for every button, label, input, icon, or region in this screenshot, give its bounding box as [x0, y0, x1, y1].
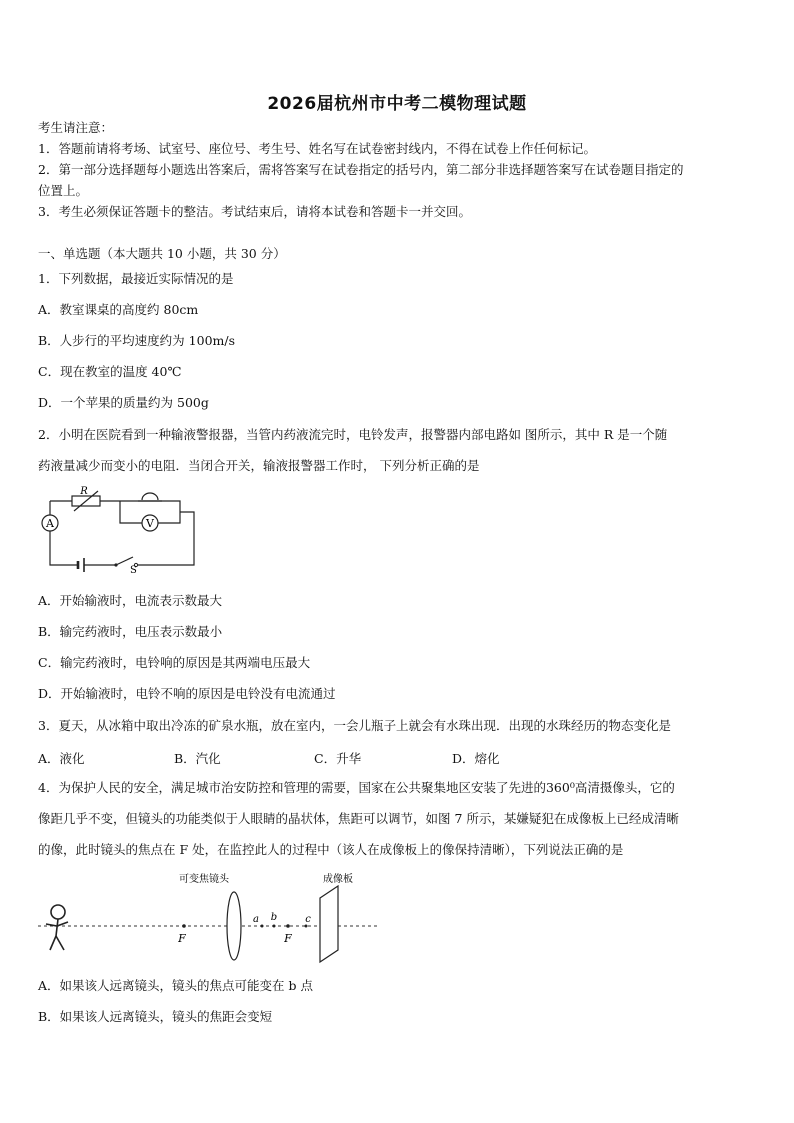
question-1-stem: 1．下列数据，最接近实际情况的是 [38, 271, 234, 286]
switch-label: S [130, 565, 137, 575]
q2-option-b: B．输完药液时，电压表示数最小 [38, 624, 223, 639]
imaging-plate-icon [320, 886, 338, 962]
q1-option-a: A．教室课桌的高度约 80cm [38, 302, 199, 317]
q3-option-a: A．液化 [38, 751, 85, 766]
ammeter-label: A [46, 517, 54, 530]
question-2-stem-2: 药液量减少而变小的电阻．当闭合开关，输液报警器工作时， 下列分析正确的是 [38, 458, 480, 473]
q4-option-b: B．如果该人远离镜头，镜头的焦距会变短 [38, 1009, 273, 1024]
q1-option-c: C．现在教室的温度 40℃ [38, 364, 182, 379]
circuit-diagram [38, 485, 198, 575]
resistor-label: R [80, 486, 88, 497]
q2-option-d: D．开始输液时，电铃不响的原因是电铃没有电流通过 [38, 686, 336, 701]
page-title: 2026届杭州市中考二模物理试题 [267, 94, 527, 114]
point-c-label: c [305, 914, 311, 925]
notice-item-3: 3．考生必须保证答题卡的整洁。考试结束后，请将本试卷和答题卡一并交回。 [38, 204, 471, 219]
voltmeter-label: V [146, 517, 154, 530]
focus-right-label: F [284, 932, 292, 945]
question-3-stem: 3．夏天，从冰箱中取出冷冻的矿泉水瓶，放在室内，一会儿瓶子上就会有水珠出现．出现的水珠经历的物态变化是 [38, 718, 671, 733]
q1-option-d: D．一个苹果的质量约为 500g [38, 395, 209, 410]
lens-icon [227, 892, 241, 960]
question-2-stem-1: 2．小明在医院看到一种输液警报器，当管内药液流完时，电铃发声，报警器内部电路如 图所示，其中 R 是一个随 [38, 427, 668, 442]
q3-option-c: C．升华 [314, 751, 362, 766]
q3-option-b: B．汽化 [174, 751, 221, 766]
question-4-stem-2: 像距几乎不变，但镜头的功能类似于人眼睛的晶状体，焦距可以调节，如图 7 所示，某嫌疑犯在成像板上已经成清晰 [38, 811, 679, 826]
q2-option-c: C．输完药液时，电铃响的原因是其两端电压最大 [38, 655, 311, 670]
person-icon [46, 905, 68, 950]
question-4-stem-1: 4．为保护人民的安全，满足城市治安防控和管理的需要，国家在公共聚集地区安装了先进的360⁰高清摄像头，它的 [38, 780, 675, 795]
notice-heading: 考生请注意： [38, 120, 114, 135]
plate-label: 成像板 [323, 874, 353, 885]
focus-left-label: F [178, 932, 186, 945]
notice-item-1: 1．答题前请将考场、试室号、座位号、考生号、姓名写在试卷密封线内，不得在试卷上作任何标记。 [38, 141, 596, 156]
point-b-label: b [270, 912, 278, 923]
q4-option-a: A．如果该人远离镜头，镜头的焦点可能变在 b 点 [38, 978, 313, 993]
question-4-stem-3: 的像，此时镜头的焦点在 F 处，在监控此人的过程中（该人在成像板上的像保持清晰），下列说法正确的是 [38, 842, 624, 857]
q2-option-a: A．开始输液时，电流表示数最大 [38, 593, 223, 608]
notice-item-2-cont: 位置上。 [38, 183, 89, 198]
q3-option-d: D．熔化 [452, 751, 500, 766]
point-a-label: a [253, 914, 259, 925]
notice-item-2: 2．第一部分选择题每小题选出答案后，需将答案写在试卷指定的括号内，第二部分非选择题答案写在试卷题目指定的 [38, 162, 684, 177]
q3-options-row [38, 749, 758, 765]
lens-label: 可变焦镜头 [179, 874, 229, 885]
q1-option-b: B．人步行的平均速度约为 100m/s [38, 333, 235, 348]
section-heading: 一、单选题（本大题共 10 小题，共 30 分） [38, 246, 286, 261]
lens-diagram [38, 868, 378, 964]
